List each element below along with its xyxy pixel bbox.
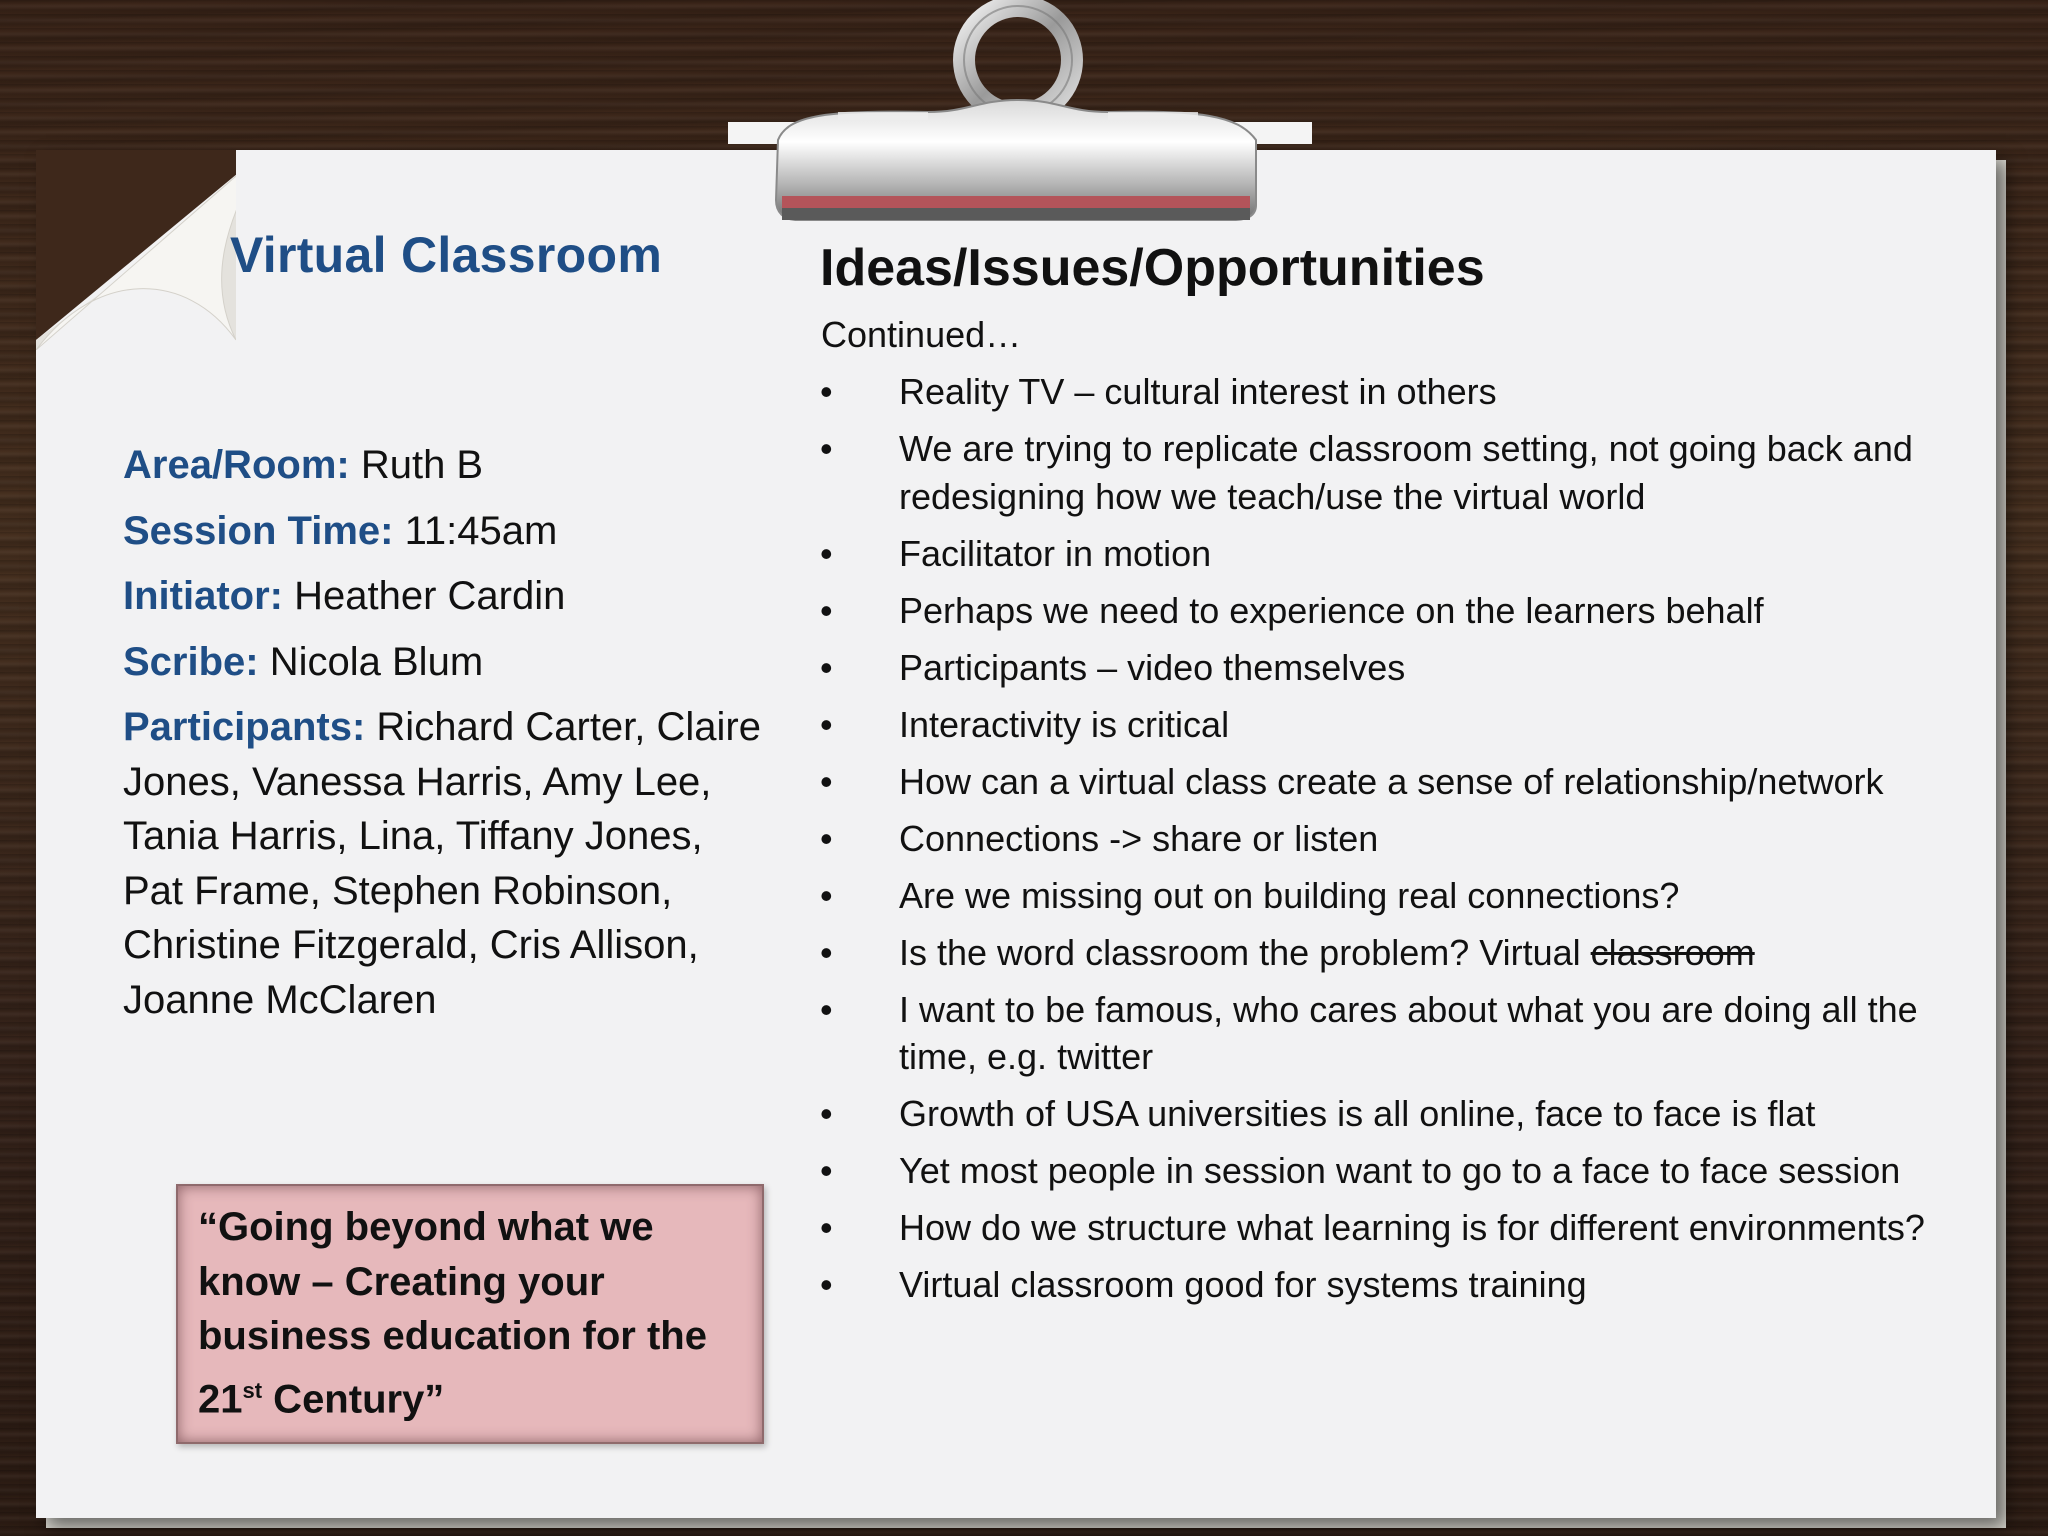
list-item-text: Growth of USA universities is all online, face to face is flat [899,1093,1816,1134]
list-item-text: How can a virtual class create a sense of relationship/network [899,760,1884,802]
list-item [820,815,1950,863]
list-item [820,1147,1950,1195]
list-item-text: I want to be famous, who cares about what you are doing all the time, e.g. twitter [899,988,1918,1077]
list-item [820,368,1950,416]
list-item [820,1204,1950,1252]
list-item-text: Are we missing out on building real connections? [899,874,1680,916]
bullet-icon: • [820,532,833,574]
bullet-icon: • [820,817,833,859]
bullet-icon: • [820,1207,833,1248]
list-item-text: Perhaps we need to experience on the learners behalf [899,589,1764,631]
list-item [820,644,1950,692]
ideas-list [820,368,1950,1318]
ideas-title: Ideas/Issues/Opportunities [820,239,1485,297]
bullet-icon: • [820,428,833,469]
list-item [820,701,1950,749]
bullet-icon: • [820,1264,833,1305]
list-item-text: Facilitator in motion [899,532,1212,574]
bullet-icon: • [820,874,833,916]
area-room-value: Ruth B [360,443,484,487]
participants-label: Participants: [123,705,366,749]
scribe-row [123,635,763,690]
participants-value: Richard Carter, Claire Jones, Vanessa Harris, Amy Lee, Tania Harris, Lina, Tiffany Jones, Pat Frame, Stephen Robinson, Christine Fitzgerald, Cris Allison, Joanne McClaren [123,705,761,1022]
quote-text [198,1200,744,1426]
page-curl-corner [36,150,236,350]
initiator-row [123,569,763,624]
list-item [820,986,1950,1081]
scribe-label: Scribe: [123,639,259,684]
list-item [820,1261,1950,1309]
list-item-text: Connections -> share or listen [899,817,1379,859]
bullet-icon: • [820,646,833,688]
struck-word: classroom [1590,931,1755,973]
list-item [820,872,1950,920]
scribe-value: Nicola Blum [269,639,484,684]
bullet-icon: • [820,988,833,1030]
session-details [123,438,763,1038]
participants-row [123,700,763,1027]
quote-text-main: “Going beyond what we know – Creating your business education for the 21 [198,1205,707,1421]
bullet-icon: • [820,703,833,745]
session-title: Virtual Classroom [230,227,663,283]
list-item [820,587,1950,635]
session-time-label: Session Time: [123,508,394,553]
initiator-label: Initiator: [123,574,283,618]
list-item-text: How do we structure what learning is for different environments? [899,1207,1925,1248]
session-time-value: 11:45am [404,508,558,553]
continued-label: Continued… [821,314,1022,355]
list-item-text: We are trying to replicate classroom setting, not going back and redesigning how we teach/use the virtual world [899,428,1913,517]
list-item-text: Interactivity is critical [899,703,1230,745]
bullet-icon: • [820,1093,833,1134]
list-item [820,758,1950,806]
bullet-icon: • [820,1150,833,1191]
area-room-label: Area/Room: [123,443,350,487]
session-time-row [123,504,763,559]
list-item-text: Virtual classroom good for systems training [899,1264,1587,1305]
area-room-row [123,438,763,493]
quote-superscript: st [242,1377,263,1403]
quote-text-end: Century” [262,1376,445,1421]
bullet-icon: • [820,931,833,973]
list-item-text: Reality TV – cultural interest in others [899,371,1497,412]
bullet-icon: • [820,371,833,412]
list-item-text: Participants – video themselves [899,646,1406,688]
list-item [820,530,1950,578]
clipboard-clip [728,0,1312,230]
initiator-value: Heather Cardin [294,574,566,618]
list-item [820,929,1950,977]
bullet-icon: • [820,760,833,802]
list-item [820,1090,1950,1138]
quote-box [176,1184,764,1444]
list-item-text: Yet most people in session want to go to a face to face session [899,1150,1901,1191]
bullet-icon: • [820,589,833,631]
list-item [820,425,1950,520]
list-item-text: Is the word classroom the problem? Virtual [899,931,1591,973]
